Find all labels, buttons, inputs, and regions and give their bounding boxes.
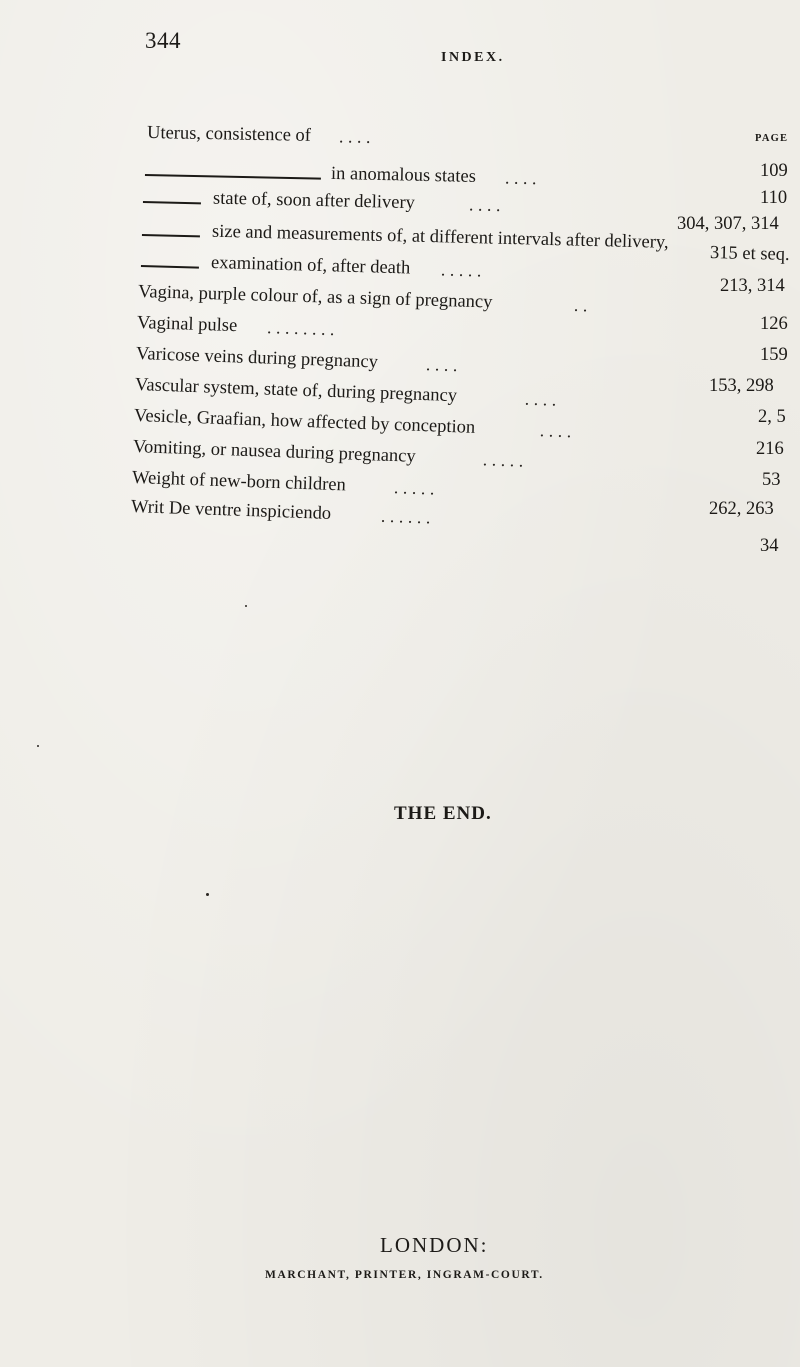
entry-label: size and measurements of, at different intervals after delivery,: [211, 221, 669, 253]
ditto-rule: [145, 174, 321, 179]
entry-page: 304, 307, 314: [677, 214, 779, 234]
entry-label: Vagina, purple colour of, as a sign of pregnancy: [137, 282, 493, 313]
leader-dots: . . . .: [425, 354, 458, 376]
entry-label: Vaginal pulse: [136, 313, 238, 337]
leader-dots: . . . . . . . .: [266, 317, 335, 340]
leader-dots: . . . . .: [440, 259, 482, 281]
imprint-printer: MARCHANT, PRINTER, INGRAM-COURT.: [265, 1269, 544, 1281]
entry-page: 53: [762, 470, 781, 490]
entry-label: state of, soon after delivery: [212, 188, 416, 214]
ink-speck: [37, 745, 39, 747]
imprint-city: LONDON:: [380, 1233, 489, 1257]
entry-label: Uterus, consistence of: [146, 123, 312, 146]
leader-dots: . .: [573, 294, 588, 316]
index-entry: [147, 123, 797, 160]
entry-page: 34: [760, 536, 779, 556]
ditto-rule: [143, 201, 201, 204]
entry-page: 159: [760, 345, 788, 365]
ink-speck: [245, 605, 247, 607]
leader-dots: . . . .: [539, 420, 572, 442]
entry-page: 2, 5: [758, 407, 786, 427]
ditto-rule: [142, 234, 200, 237]
entry-label: Weight of new-born children: [131, 468, 347, 496]
entry-page: 216: [756, 439, 784, 459]
entry-page: 262, 263: [709, 499, 774, 519]
ditto-rule: [141, 265, 199, 268]
entry-label: Vesicle, Graafian, how affected by conception: [133, 406, 476, 438]
leader-dots: . . . .: [338, 126, 371, 147]
entry-page: 213, 314: [720, 276, 785, 296]
leader-dots: . . . .: [468, 194, 501, 216]
entry-label: examination of, after death: [210, 252, 411, 279]
running-head: INDEX.: [441, 50, 505, 65]
ink-speck: [206, 893, 209, 896]
entry-label: Writ De ventre inspiciendo: [130, 497, 332, 524]
leader-dots: . . . . .: [482, 449, 524, 471]
entry-label: Vascular system, state of, during pregnancy: [134, 375, 458, 407]
the-end-heading: THE END.: [394, 803, 492, 824]
page-column-label: PAGE: [755, 133, 789, 144]
entry-page: 153, 298: [709, 376, 774, 396]
page-number: 344: [145, 28, 181, 53]
leader-dots: . . . .: [524, 388, 557, 410]
leader-dots: . . . . . .: [380, 505, 431, 528]
entry-page: 126: [760, 314, 788, 334]
entry-label: in anomalous states: [330, 163, 477, 187]
entry-page: 315 et seq.: [709, 243, 790, 265]
index-entries: [0, 0, 800, 600]
show-through-text: [123, 553, 797, 1227]
leader-dots: . . . . .: [393, 477, 435, 499]
entry-label: Varicose veins during pregnancy: [135, 344, 379, 373]
entry-label: Vomiting, or nausea during pregnancy: [132, 437, 417, 467]
entry-page: 109: [760, 161, 788, 181]
leader-dots: . . . .: [504, 167, 537, 189]
entry-page: 110: [760, 188, 788, 208]
